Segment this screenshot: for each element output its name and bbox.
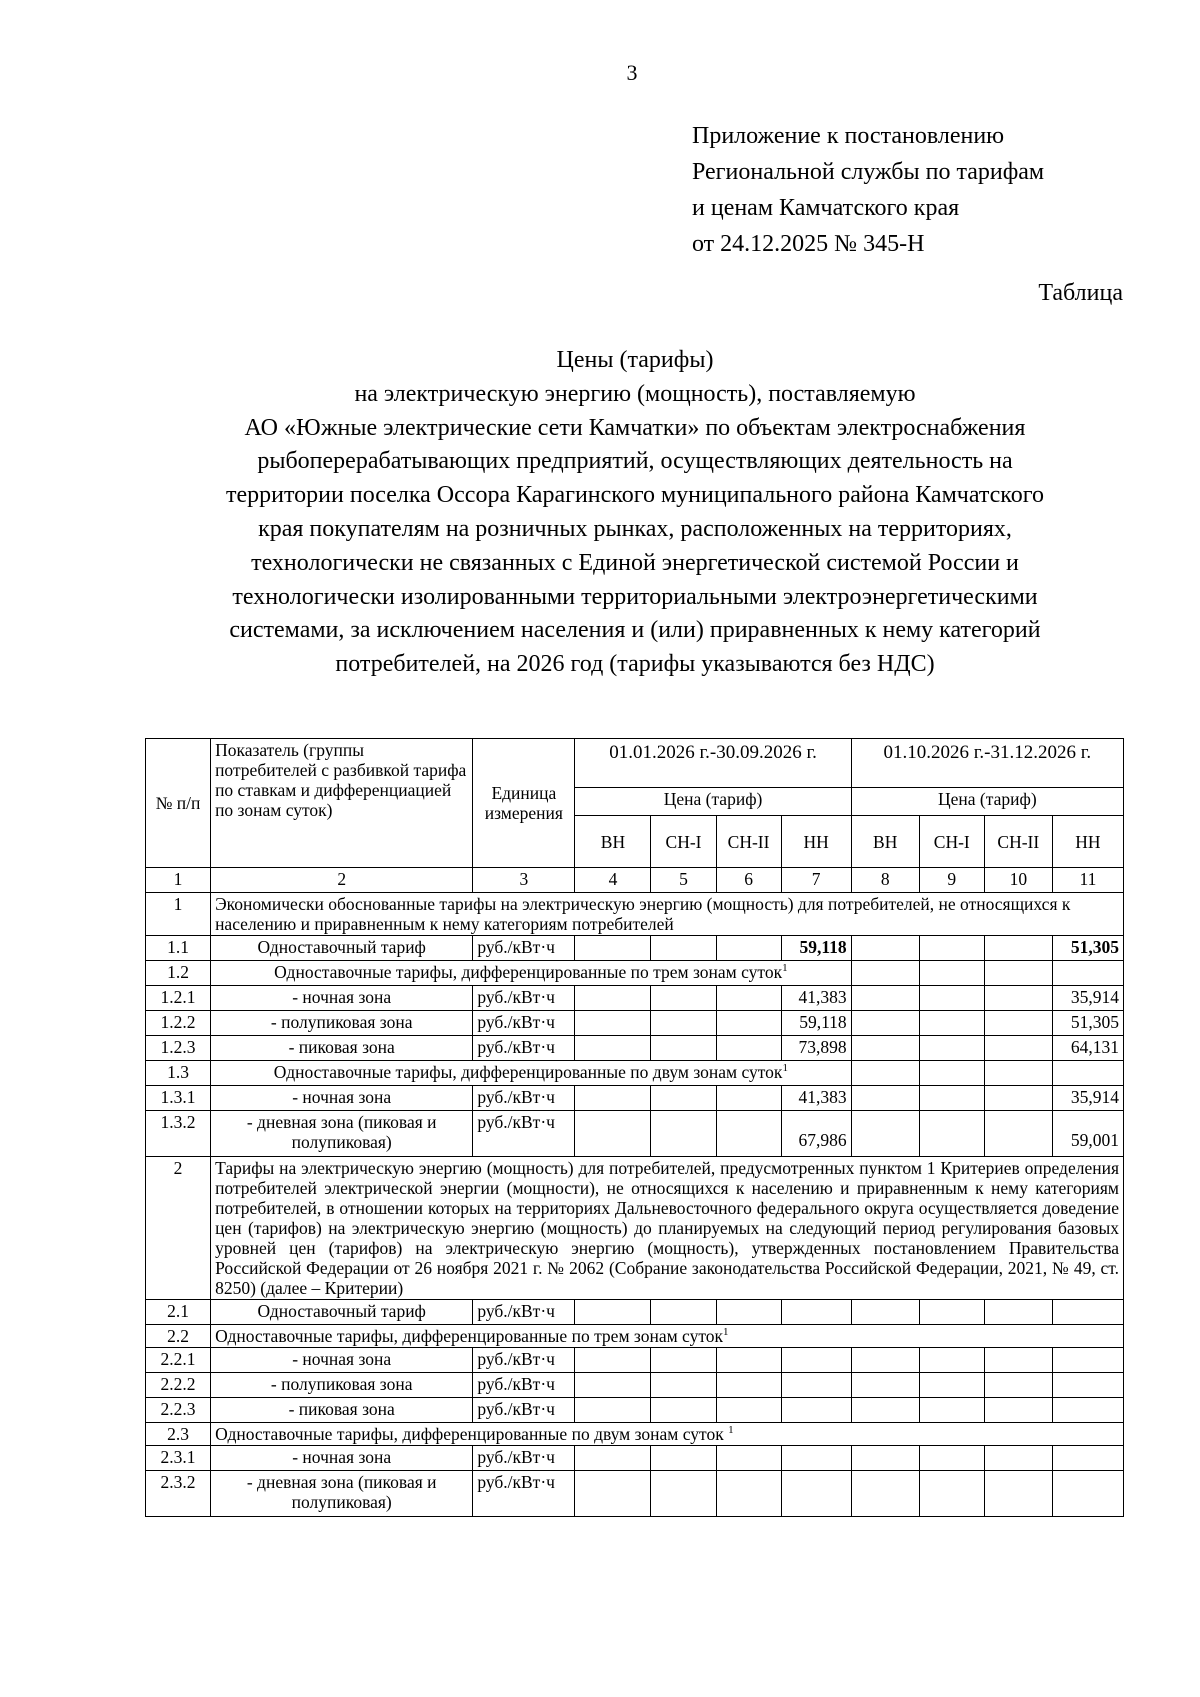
document-title xyxy=(140,344,1130,682)
row-number: 2.3 xyxy=(146,1423,211,1446)
row-number: 2.3.1 xyxy=(146,1446,211,1471)
value-cell xyxy=(1052,1446,1123,1471)
table-row xyxy=(146,1373,1124,1398)
value-cell xyxy=(651,1398,716,1423)
title-line: Цены (тарифы) xyxy=(556,347,714,373)
column-number: 10 xyxy=(984,868,1052,893)
value-cell xyxy=(651,936,716,961)
row-number: 1.2.3 xyxy=(146,1036,211,1061)
value-cell xyxy=(919,986,984,1011)
value-cell xyxy=(984,1300,1052,1325)
appendix-block xyxy=(692,118,1044,262)
table-row xyxy=(146,1348,1124,1373)
value-cell xyxy=(716,986,781,1011)
row-number: 2.2.2 xyxy=(146,1373,211,1398)
value-cell xyxy=(716,1446,781,1471)
row-label: Одноставочные тарифы, дифференцированные по трем зонам суток$^1$ xyxy=(211,1325,1124,1348)
value-cell xyxy=(575,1011,651,1036)
header-voltage-level: СН-II xyxy=(984,816,1052,868)
row-label: Тарифы на электрическую энергию (мощность) для потребителей, предусмотренных пунктом 1 Критериев определения потребителей электрической энергии (мощности), не относящихся к населению и приравненным к нему категориям потребителей, в отношении которых на территориях Дальневосточного федерального округа осуществляется доведение цен (тарифов) на электрическую энергию (мощность) до планируемых на следующий период регулирования базовых уровней цен (тарифов) на электрическую энергию (мощность), утвержденных постановлением Правительства Российской Федерации от 26 ноября 2021 г. № 2062 (Собрание законодательства Российской Федерации, 2021, № 49, ст. 8250) (далее – Критерии) xyxy=(211,1157,1124,1300)
value-cell xyxy=(651,1300,716,1325)
row-number: 2 xyxy=(146,1157,211,1300)
value-cell xyxy=(984,1011,1052,1036)
appendix-line: Приложение к постановлению xyxy=(692,123,1005,149)
row-label: - ночная зона xyxy=(211,1348,473,1373)
value-cell xyxy=(575,1086,651,1111)
value-cell xyxy=(851,1471,919,1517)
appendix-line: от 24.12.2025 № 345-Н xyxy=(692,231,925,257)
row-label: - полупиковая зона xyxy=(211,1011,473,1036)
row-number: 2.2.3 xyxy=(146,1398,211,1423)
row-label: - полупиковая зона xyxy=(211,1373,473,1398)
row-label: - пиковая зона xyxy=(211,1036,473,1061)
value-cell xyxy=(651,1086,716,1111)
unit-cell: руб./кВт·ч xyxy=(473,1086,575,1111)
table-row xyxy=(146,1423,1124,1446)
title-line: потребителей, на 2026 год (тарифы указываются без НДС) xyxy=(335,651,935,678)
table-row xyxy=(146,936,1124,961)
value-cell xyxy=(919,1011,984,1036)
column-number: 11 xyxy=(1052,868,1123,893)
row-label: - ночная зона xyxy=(211,1086,473,1111)
table-row xyxy=(146,986,1124,1011)
row-number: 1.3 xyxy=(146,1061,211,1086)
table-row xyxy=(146,1471,1124,1517)
value-cell xyxy=(984,1446,1052,1471)
value-cell xyxy=(919,1086,984,1111)
value-cell xyxy=(851,936,919,961)
value-cell: 67,986 xyxy=(781,1111,851,1157)
row-number: 2.2 xyxy=(146,1325,211,1348)
value-cell xyxy=(919,1446,984,1471)
header-unit: Единица измерения xyxy=(473,739,575,868)
value-cell xyxy=(851,1398,919,1423)
value-cell xyxy=(1052,1300,1123,1325)
title-line: технологически не связанных с Единой энергетической системой России и xyxy=(251,549,1019,576)
table-row xyxy=(146,1061,1124,1086)
header-price-2: Цена (тариф) xyxy=(851,788,1123,816)
value-cell: 41,383 xyxy=(781,1086,851,1111)
table-row xyxy=(146,1157,1124,1300)
value-cell xyxy=(716,1471,781,1517)
value-cell xyxy=(781,1348,851,1373)
value-cell xyxy=(851,1111,919,1157)
title-line: АО «Южные электрические сети Камчатки» по объектам электроснабжения xyxy=(244,414,1026,441)
value-cell xyxy=(851,986,919,1011)
footnote-mark: 1 xyxy=(723,1326,729,1339)
unit-cell: руб./кВт·ч xyxy=(473,1373,575,1398)
value-cell xyxy=(781,1300,851,1325)
row-number: 2.1 xyxy=(146,1300,211,1325)
header-price-1: Цена (тариф) xyxy=(575,788,851,816)
value-cell: 51,305 xyxy=(1052,1011,1123,1036)
header-period-2: 01.10.2026 г.-31.12.2026 г. xyxy=(851,739,1123,788)
table-row xyxy=(146,1325,1124,1348)
row-number: 1 xyxy=(146,893,211,936)
column-number: 4 xyxy=(575,868,651,893)
value-cell xyxy=(851,1061,919,1086)
column-number: 8 xyxy=(851,868,919,893)
value-cell xyxy=(919,1036,984,1061)
value-cell: 64,131 xyxy=(1052,1036,1123,1061)
header-voltage-level: НН xyxy=(781,816,851,868)
value-cell xyxy=(716,1011,781,1036)
value-cell xyxy=(716,1111,781,1157)
row-label: - пиковая зона xyxy=(211,1398,473,1423)
row-label: Одноставочные тарифы, дифференцированные по двум зонам суток$^1$ xyxy=(211,1061,852,1086)
unit-cell: руб./кВт·ч xyxy=(473,1300,575,1325)
value-cell xyxy=(984,986,1052,1011)
value-cell xyxy=(651,1011,716,1036)
value-cell xyxy=(1052,961,1123,986)
value-cell xyxy=(984,1373,1052,1398)
value-cell xyxy=(984,1061,1052,1086)
value-cell xyxy=(984,1086,1052,1111)
value-cell xyxy=(716,1300,781,1325)
value-cell xyxy=(575,936,651,961)
unit-cell: руб./кВт·ч xyxy=(473,986,575,1011)
value-cell: 59,118 xyxy=(781,1011,851,1036)
title-line: территории поселка Оссора Карагинского муниципального района Камчатского xyxy=(226,482,1044,509)
column-number: 7 xyxy=(781,868,851,893)
value-cell xyxy=(716,936,781,961)
table-row xyxy=(146,1398,1124,1423)
table-row xyxy=(146,1086,1124,1111)
value-cell xyxy=(781,1446,851,1471)
row-number: 2.3.2 xyxy=(146,1471,211,1517)
value-cell xyxy=(984,961,1052,986)
tariff-table xyxy=(145,738,1124,1517)
table-row xyxy=(146,1011,1124,1036)
row-number: 2.2.1 xyxy=(146,1348,211,1373)
value-cell xyxy=(984,1036,1052,1061)
column-number: 2 xyxy=(211,868,473,893)
table-row xyxy=(146,961,1124,986)
value-cell xyxy=(984,936,1052,961)
value-cell: 51,305 xyxy=(1052,936,1123,961)
footnote-mark: 1 xyxy=(782,962,788,975)
appendix-line: Региональной службы по тарифам xyxy=(692,159,1045,185)
value-cell xyxy=(919,1061,984,1086)
value-cell xyxy=(984,1398,1052,1423)
header-voltage-level: СН-I xyxy=(919,816,984,868)
value-cell xyxy=(575,1348,651,1373)
value-cell xyxy=(651,986,716,1011)
value-cell xyxy=(651,1036,716,1061)
row-label: Одноставочные тарифы, дифференцированные по трем зонам суток$^1$ xyxy=(211,961,852,986)
row-number: 1.2.2 xyxy=(146,1011,211,1036)
value-cell xyxy=(984,1111,1052,1157)
title-line: на электрическую энергию (мощность), поставляемую xyxy=(354,380,916,407)
value-cell xyxy=(781,1373,851,1398)
row-label: Одноставочный тариф xyxy=(211,1300,473,1325)
value-cell xyxy=(1052,1373,1123,1398)
row-number: 1.2.1 xyxy=(146,986,211,1011)
row-label: - ночная зона xyxy=(211,986,473,1011)
title-line: технологически изолированными территориальными электроэнергетическими xyxy=(232,583,1038,610)
header-voltage-level: НН xyxy=(1052,816,1123,868)
title-line: края покупателям на розничных рынках, расположенных на территориях, xyxy=(258,515,1012,542)
header-voltage-level: ВН xyxy=(851,816,919,868)
value-cell: 35,914 xyxy=(1052,1086,1123,1111)
value-cell: 59,001 xyxy=(1052,1111,1123,1157)
unit-cell: руб./кВт·ч xyxy=(473,1036,575,1061)
value-cell xyxy=(919,1373,984,1398)
table-row xyxy=(146,1036,1124,1061)
unit-cell: руб./кВт·ч xyxy=(473,1471,575,1517)
header-indicator: Показатель (группы потребителей с разбивкой тарифа по ставкам и дифференциацией по зонам суток) xyxy=(211,739,473,868)
unit-cell: руб./кВт·ч xyxy=(473,1398,575,1423)
column-number: 9 xyxy=(919,868,984,893)
value-cell xyxy=(851,1348,919,1373)
header-voltage-level: ВН xyxy=(575,816,651,868)
value-cell xyxy=(851,1036,919,1061)
column-number: 1 xyxy=(146,868,211,893)
value-cell xyxy=(919,961,984,986)
footnote-mark: 1 xyxy=(728,1424,734,1437)
row-number: 1.1 xyxy=(146,936,211,961)
value-cell xyxy=(851,1011,919,1036)
value-cell xyxy=(919,1471,984,1517)
title-line: системами, за исключением населения и (или) приравненных к нему категорий xyxy=(229,617,1041,644)
value-cell xyxy=(781,1471,851,1517)
row-number: 1.2 xyxy=(146,961,211,986)
value-cell xyxy=(716,1036,781,1061)
title-line: рыбоперерабатывающих предприятий, осуществляющих деятельность на xyxy=(257,448,1013,475)
value-cell xyxy=(575,1446,651,1471)
value-cell xyxy=(1052,1348,1123,1373)
value-cell xyxy=(1052,1471,1123,1517)
column-number: 3 xyxy=(473,868,575,893)
value-cell xyxy=(651,1348,716,1373)
value-cell xyxy=(919,1398,984,1423)
value-cell xyxy=(984,1471,1052,1517)
footnote-mark: 1 xyxy=(782,1062,788,1075)
row-number: 1.3.2 xyxy=(146,1111,211,1157)
header-period-1: 01.01.2026 г.-30.09.2026 г. xyxy=(575,739,851,788)
table-label: Таблица xyxy=(1038,280,1123,306)
column-number: 6 xyxy=(716,868,781,893)
value-cell xyxy=(575,1300,651,1325)
value-cell xyxy=(575,1373,651,1398)
table-row xyxy=(146,1111,1124,1157)
value-cell xyxy=(651,1446,716,1471)
unit-cell: руб./кВт·ч xyxy=(473,1348,575,1373)
unit-cell: руб./кВт·ч xyxy=(473,1011,575,1036)
value-cell xyxy=(575,1036,651,1061)
value-cell xyxy=(984,1348,1052,1373)
value-cell xyxy=(575,1398,651,1423)
value-cell xyxy=(651,1111,716,1157)
value-cell xyxy=(1052,1398,1123,1423)
unit-cell: руб./кВт·ч xyxy=(473,936,575,961)
value-cell: 73,898 xyxy=(781,1036,851,1061)
table-row xyxy=(146,1300,1124,1325)
value-cell xyxy=(716,1348,781,1373)
value-cell xyxy=(575,1111,651,1157)
value-cell xyxy=(919,1300,984,1325)
value-cell xyxy=(1052,1061,1123,1086)
value-cell: 35,914 xyxy=(1052,986,1123,1011)
value-cell xyxy=(716,1373,781,1398)
value-cell xyxy=(851,961,919,986)
header-voltage-level: СН-II xyxy=(716,816,781,868)
row-number: 1.3.1 xyxy=(146,1086,211,1111)
value-cell xyxy=(575,986,651,1011)
value-cell xyxy=(781,1398,851,1423)
value-cell xyxy=(851,1373,919,1398)
header-voltage-level: СН-I xyxy=(651,816,716,868)
table-row xyxy=(146,1446,1124,1471)
unit-cell: руб./кВт·ч xyxy=(473,1446,575,1471)
value-cell xyxy=(575,1471,651,1517)
column-number: 5 xyxy=(651,868,716,893)
row-label: Экономически обоснованные тарифы на электрическую энергию (мощность) для потребителей, не относящихся к населению и приравненным к нему категориям потребителей xyxy=(211,893,1124,936)
row-label: Одноставочный тариф xyxy=(211,936,473,961)
value-cell xyxy=(919,1348,984,1373)
row-label: - ночная зона xyxy=(211,1446,473,1471)
value-cell xyxy=(851,1086,919,1111)
value-cell xyxy=(716,1398,781,1423)
value-cell xyxy=(716,1086,781,1111)
value-cell: 59,118 xyxy=(781,936,851,961)
value-cell: 41,383 xyxy=(781,986,851,1011)
value-cell xyxy=(919,936,984,961)
unit-cell: руб./кВт·ч xyxy=(473,1111,575,1157)
header-num: № п/п xyxy=(146,739,211,868)
value-cell xyxy=(919,1111,984,1157)
page-number: 3 xyxy=(626,60,638,85)
value-cell xyxy=(651,1471,716,1517)
row-label: - дневная зона (пиковая и полупиковая) xyxy=(211,1471,473,1517)
appendix-line: и ценам Камчатского края xyxy=(692,195,960,221)
row-label: Одноставочные тарифы, дифференцированные по двум зонам суток $^1$ xyxy=(211,1423,1124,1446)
value-cell xyxy=(651,1373,716,1398)
value-cell xyxy=(851,1446,919,1471)
table-row xyxy=(146,893,1124,936)
value-cell xyxy=(851,1300,919,1325)
row-label: - дневная зона (пиковая и полупиковая) xyxy=(211,1111,473,1157)
